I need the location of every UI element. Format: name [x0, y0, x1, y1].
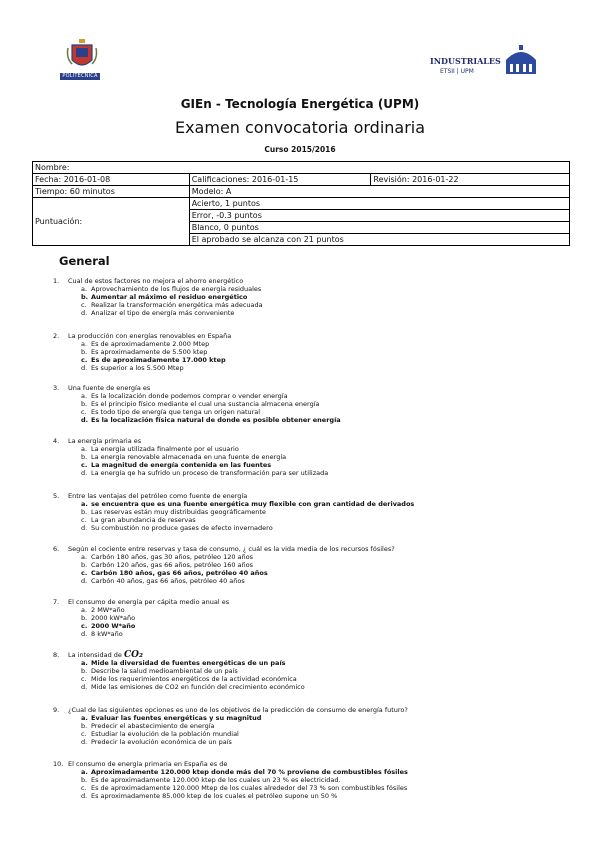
option: Es aproximadamente 85.000 ktep de los cuales el petróleo supone un 50 %	[91, 791, 338, 800]
course-label: Curso 2015/2016	[264, 145, 336, 154]
option: La energía utilizada finalmente por el usuario	[91, 444, 239, 453]
option: 2000 kW*año	[91, 613, 136, 622]
option: Predecir el abastecimiento de energía	[91, 721, 215, 730]
option: La gran abundancia de reservas	[91, 515, 196, 524]
question-text: El consumo de energía primaria en España es de	[68, 760, 228, 768]
industriales-logo	[430, 44, 540, 78]
question: 7. El consumo de energía per cápita medio anual es a. 2 MW*año b. 2000 kW*año c. 2000 W*año d. 8 kW*año	[53, 598, 230, 638]
exam-duration: Tiempo: 60 minutos	[33, 186, 190, 198]
option-correct: Carbón 180 años, gas 66 años, petróleo 40 años	[91, 568, 268, 577]
option-correct: Aumentar al máximo el residuo energético	[91, 292, 248, 301]
option: Es aproximadamente de 5.500 ktep	[91, 347, 208, 356]
question: 2. La producción con energías renovables en España a. Es de aproximadamente 2.000 Mtep b. Es aproximadamente de 5.500 ktep c. Es de aproximadamente 17.000 ktep d. Es superior a los 5.500 Mtep	[53, 332, 232, 372]
score-correct: Acierto, 1 puntos	[189, 198, 569, 210]
option: Carbón 180 años, gas 30 años, petróleo 120 años	[91, 552, 254, 561]
question-text: La intensidad de	[68, 651, 122, 659]
section-title: General	[59, 254, 110, 268]
question: 4. La energía primaria es a. La energía utilizada finalmente por el usuario b. La energía renovable almacenada en una fuente de energía c. La magnitud de energía contenida en las fuentes d. La energía qe ha sufrido un proceso de transformación para ser utilizada	[53, 437, 329, 477]
option: Es todo tipo de energía que tenga un origen natural	[91, 407, 261, 416]
option: Predecir la evolución económica de un país	[91, 737, 232, 746]
option: Mide las emisiones de CO2 en función del crecimiento económico	[91, 682, 305, 691]
option: 8 kW*año	[91, 629, 123, 638]
upm-logo-text: POLITÉCNICA	[60, 73, 100, 80]
option: Analizar el tipo de energía más conveniente	[91, 308, 235, 317]
question-text: ¿Cual de las siguientes opciones es uno de los objetivos de la predicción de consumo de energía futuro?	[68, 706, 408, 714]
question: 5. Entre las ventajas del petróleo como fuente de energía a. se encuentra que es una fuente energética muy flexible con gran cantidad de derivados b. Las reservas están muy distribuidas geográficamente c. La gran abundancia de reservas d. Su combustión no produce gases de efecto invernadero	[53, 492, 415, 532]
score-label: Puntuación:	[33, 198, 190, 246]
name-field: Nombre:	[33, 162, 570, 174]
option-correct: Es de aproximadamente 17.000 ktep	[91, 355, 226, 364]
option: Es la localización donde podemos comprar o vender energía	[91, 391, 288, 400]
grades-date: Calificaciones: 2016-01-15	[189, 174, 371, 186]
industriales-logo-subtitle: ETSII | UPM	[440, 68, 474, 75]
option: Las reservas están muy distribuidas geográficamente	[91, 507, 266, 516]
option: Mide los requerimientos energéticos de la actividad económica	[91, 674, 297, 683]
option: Realizar la transformación energética más adecuada	[91, 300, 263, 309]
option: Es de aproximadamente 120.000 Mtep de los cuales alrededor del 73 % son combustibles fósiles	[91, 783, 408, 792]
option: Aprovechamiento de los flujos de energía residuales	[91, 284, 262, 293]
option: Es de aproximadamente 120.000 ktep de los cuales un 23 % es electricidad.	[91, 775, 341, 784]
question-text: La energía primaria es	[68, 437, 142, 445]
question-text: Cual de estos factores no mejora el ahorro energético	[68, 277, 244, 285]
crest-icon	[62, 38, 102, 72]
exam-model: Modelo: A	[189, 186, 569, 198]
question: 6. Según el cociente entre reservas y tasa de consumo, ¿ cuál es la vida media de los recursos fósiles? a. Carbón 180 años, gas 30 años, petróleo 120 años b. Carbón 120 años, gas 66 años, petróleo 160 años c. Carbón 180 años, gas 66 años, petróleo 40 años d. Carbón 40 años, gas 66 años, petróleo 40 años	[53, 545, 395, 585]
option-correct: 2000 W*año	[91, 621, 136, 630]
option: La energía qe ha sufrido un proceso de transformación para ser utilizada	[91, 468, 329, 477]
option: Su combustión no produce gases de efecto invernadero	[91, 523, 273, 532]
question-text: Según el cociente entre reservas y tasa de consumo, ¿ cuál es la vida media de los recursos fósiles?	[68, 545, 395, 553]
option: 2 MW*año	[91, 605, 125, 614]
question: 1. Cual de estos factores no mejora el ahorro energético a. Aprovechamiento de los flujos de energía residuales b. Aumentar al máximo el residuo energético c. Realizar la transformación energética más adecuada d. Analizar el tipo de energía más conveniente	[53, 277, 263, 317]
option: La energía renovable almacenada en una fuente de energía	[91, 452, 287, 461]
exam-info-table	[32, 161, 570, 246]
dome-icon	[502, 44, 540, 78]
question: 8. La intensidad de CO₂ a. Mide la diversidad de fuentes energéticas de un país b. Describe la salud medioambiental de un país c. Mide los requerimientos energéticos de la actividad económica d. Mide las emisiones de CO2 en función del crecimiento económico	[53, 650, 305, 691]
score-error: Error, -0.3 puntos	[189, 210, 569, 222]
option-correct: La magnitud de energía contenida en las fuentes	[91, 460, 272, 469]
co2-formula: CO₂	[123, 650, 143, 660]
option-correct: Evaluar las fuentes energéticas y su magnitud	[91, 713, 262, 722]
question: 3. Una fuente de energía es a. Es la localización donde podemos comprar o vender energía b. Es el principio físico mediante el cual una sustancia almacena energía c. Es todo tipo de energía que tenga un origen natural d. Es la localización física natural de donde es posible obtener energía	[53, 384, 341, 424]
question-text: El consumo de energía per cápita medio anual es	[68, 598, 230, 606]
option: Describe la salud medioambiental de un país	[91, 666, 238, 675]
option: Carbón 40 años, gas 66 años, petróleo 40 años	[91, 576, 245, 585]
score-blank: Blanco, 0 puntos	[189, 222, 569, 234]
organization-title: GIEn - Tecnología Energética (UPM)	[180, 97, 420, 111]
score-pass: El aprobado se alcanza con 21 puntos	[189, 234, 569, 246]
question: 9. ¿Cual de las siguientes opciones es uno de los objetivos de la predicción de consumo de energía futuro? a. Evaluar las fuentes energéticas y su magnitud b. Predecir el abastecimiento de energía c. Estudiar la evolución de la población mundial d. Predecir la evolución económica de un país	[53, 706, 408, 746]
option-correct: Aproximadamente 120.000 ktep donde más del 70 % proviene de combustibles fósiles	[91, 767, 408, 776]
exam-title: Examen convocatoria ordinaria	[174, 118, 426, 137]
option: Es de aproximadamente 2.000 Mtep	[91, 339, 210, 348]
question-text: La producción con energías renovables en España	[68, 332, 232, 340]
option-correct: Mide la diversidad de fuentes energéticas de un país	[91, 658, 286, 667]
option: Estudiar la evolución de la población mundial	[91, 729, 239, 738]
option-correct: se encuentra que es una fuente energética muy flexible con gran cantidad de derivados	[91, 499, 415, 508]
industriales-logo-title: INDUSTRIALES	[430, 56, 501, 66]
review-date: Revisión: 2016-01-22	[371, 174, 570, 186]
question-text: Entre las ventajas del petróleo como fuente de energía	[68, 492, 248, 500]
exam-date: Fecha: 2016-01-08	[33, 174, 190, 186]
option: Carbón 120 años, gas 66 años, petróleo 160 años	[91, 560, 254, 569]
option: Es el principio físico mediante el cual una sustancia almacena energía	[91, 399, 320, 408]
option: Es superior a los 5.500 Mtep	[91, 363, 184, 372]
option-correct: Es la localización física natural de donde es posible obtener energía	[91, 415, 341, 424]
question: 10. El consumo de energía primaria en España es de a. Aproximadamente 120.000 ktep donde más del 70 % proviene de combustibles fósiles b. Es de aproximadamente 120.000 ktep de los cuales un 23 % es electricidad. c. Es de aproximadamente 120.000 Mtep de los cuales alrededor del 73 % son combustibles fósiles d. Es aproximadamente 85.000 ktep de los cuales el petróleo supone un 50 %	[53, 760, 408, 800]
question-text: Una fuente de energía es	[68, 384, 151, 392]
